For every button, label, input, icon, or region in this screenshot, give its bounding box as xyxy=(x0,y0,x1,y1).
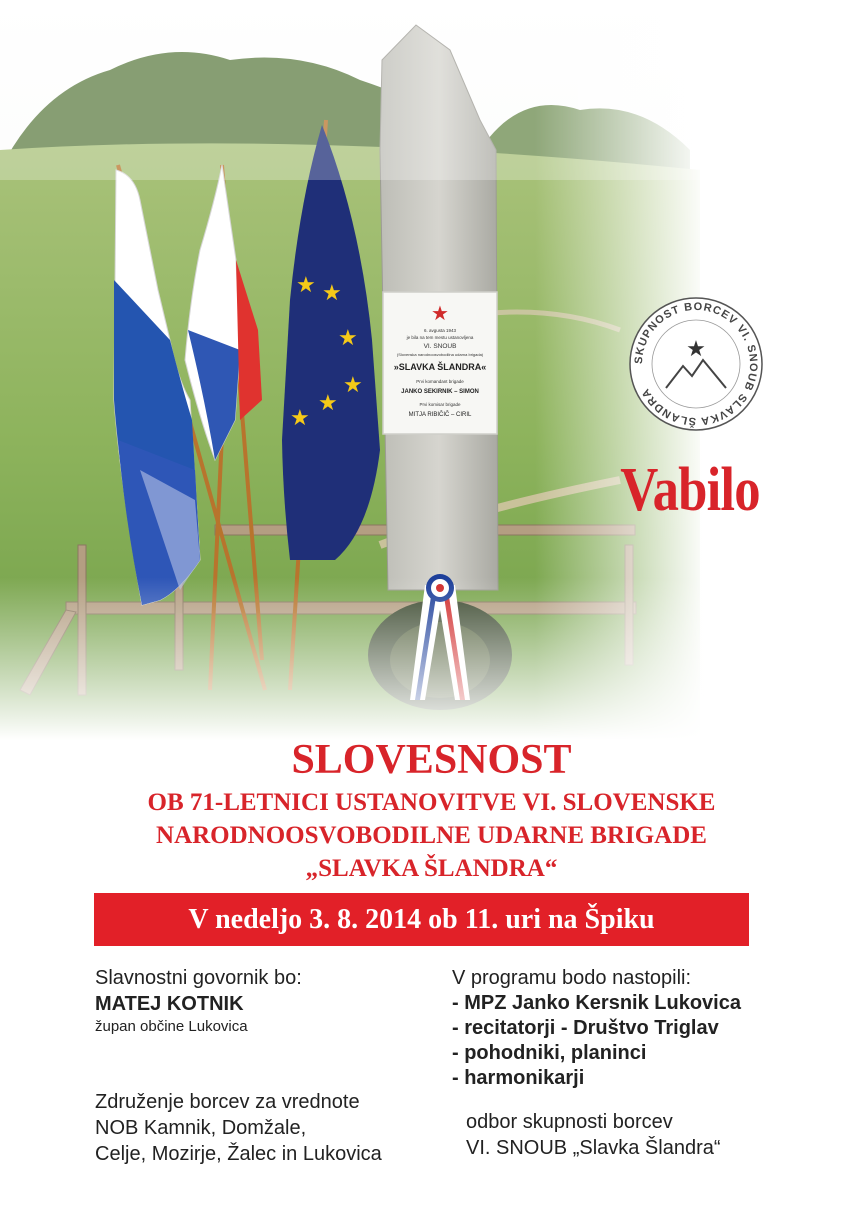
event-subtitle-line3: „SLAVKA ŠLANDRA“ xyxy=(305,855,558,882)
program-block xyxy=(452,965,832,1161)
speaker-block xyxy=(95,965,445,1167)
program-list xyxy=(452,991,832,1091)
speaker-label: Slavnostni govornik bo: xyxy=(95,967,302,989)
organizer-left-line2: NOB Kamnik, Domžale, xyxy=(95,1117,307,1139)
event-subtitle-line2: NARODNOOSVOBODILNE UDARNE BRIGADE xyxy=(156,822,707,849)
program-label: V programu bodo nastopili: xyxy=(452,967,692,989)
list-item: - recitatorji - Društvo Triglav xyxy=(452,1016,832,1041)
organizer-left-line1: Združenje borcev za vrednote xyxy=(95,1091,360,1113)
organizer-right-line1: odbor skupnosti borcev xyxy=(466,1111,673,1133)
invitation-heading: Vabilo xyxy=(620,456,760,524)
event-title: SLOVESNOST xyxy=(291,737,572,783)
speaker-name: MATEJ KOTNIK xyxy=(95,993,244,1015)
svg-text:★: ★ xyxy=(686,337,706,362)
date-banner: V nedeljo 3. 8. 2014 ob 11. uri na Špiku xyxy=(94,893,749,946)
organizer-right-line2: VI. SNOUB „Slavka Šlandra“ xyxy=(466,1137,721,1159)
brigade-seal-logo xyxy=(628,296,764,432)
list-item: - harmonikarji xyxy=(452,1066,832,1091)
list-item: - MPZ Janko Kersnik Lukovica xyxy=(452,991,832,1016)
list-item: - pohodniki, planinci xyxy=(452,1041,832,1066)
seal-text: SKUPNOST BORCEV VI. SNOUB SLAVKA ŠLANDRA xyxy=(632,300,760,428)
event-subtitle-line1: OB 71-LETNICI USTANOVITVE VI. SLOVENSKE xyxy=(147,789,716,816)
organizer-left-line3: Celje, Mozirje, Žalec in Lukovica xyxy=(95,1143,382,1165)
speaker-role: župan občine Lukovica xyxy=(95,1018,248,1035)
